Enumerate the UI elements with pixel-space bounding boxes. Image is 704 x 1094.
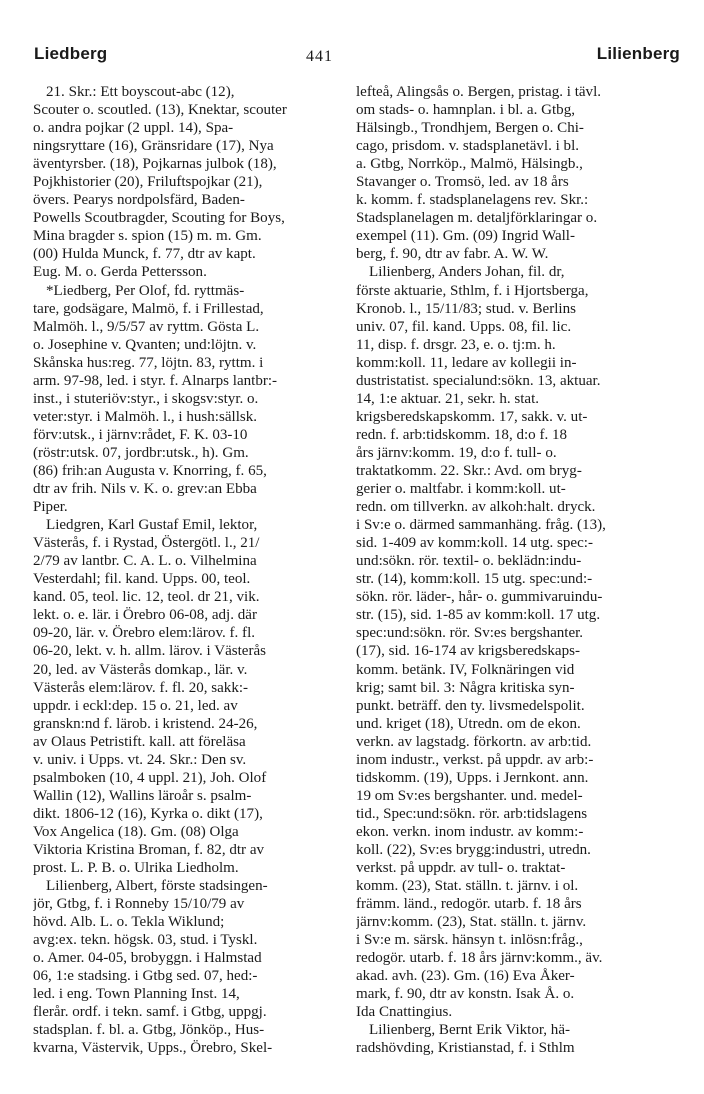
text-line: Vox Angelica (18). Gm. (08) Olga [33,823,239,840]
text-line: Powells Scoutbragder, Scouting for Boys, [33,210,285,227]
text-line: und:sökn. rör. textil- o. beklädn:indu- [356,553,582,570]
text-line: univ. 07, fil. kand. Upps. 08, fil. lic. [356,318,572,335]
text-line: k. komm. f. stadsplanelagens rev. Skr.: [356,192,589,209]
text-line: komm. (23), Stat. ställn. t. järnv. i ol. [356,878,579,895]
text-line: traktatkomm. 22. Skr.: Avd. om bryg- [356,462,582,479]
text-line: Pojkhistorier (20), Friluftspojkar (21), [33,174,263,191]
text-line: mark, f. 90, dtr av konstn. Isak Å. o. [356,986,575,1003]
text-line: o. Josephine v. Qvanten; und:löjtn. v. [33,336,257,353]
text-line: avg:ex. tekn. högsk. 03, stud. i Tyskl. [33,932,258,949]
text-line: redogör. utarb. f. 18 års järnv:komm., äv. [356,950,603,967]
text-line: Liedgren, Karl Gustaf Emil, lektor, [46,517,258,534]
text-line: flerår. ordf. i tekn. samf. i Gtbg, uppgj. [33,1004,267,1021]
text-line: 21. Skr.: Ett boyscout-abc (12), [46,84,235,100]
text-line: 06, 1:e stadsing. i Gtbg sed. 07, hed:- [33,968,258,985]
text-line: str. (14), komm:koll. 15 utg. spec:und:- [356,571,593,588]
text-line: äventyrsber. (18), Pojkarnas julbok (18), [33,156,277,173]
text-line: exempel (11). Gm. (09) Ingrid Wall- [356,228,575,245]
text-line: Västerås elem:lärov. f. fl. 20, sakk:- [33,679,249,696]
text-line: om stads- o. hamnplan. i bl. a. Gtbg, [356,102,575,119]
text-line: Viktoria Kristina Broman, f. 82, dtr av [33,841,265,858]
text-line: ningsryttare (16), Gränsridare (17), Nya [33,138,274,155]
text-line: o. andra pojkar (2 uppl. 14), Spa- [33,120,234,137]
text-line: berg, f. 90, dtr av fabr. A. W. W. [356,246,549,263]
text-line: akad. avh. (23). Gm. (16) Eva Åker- [356,968,575,985]
text-line: prost. L. P. B. o. Ulrika Liedholm. [33,860,239,877]
left-running-headword: Liedberg [34,44,108,63]
text-line: Kronob. l., 15/11/83; stud. v. Berlins [356,300,576,317]
text-line: inst., i stuteriöv:styr., i skogsv:styr. o. [33,390,259,407]
text-line: str. (15), sid. 1-85 av komm:koll. 17 utg. [356,607,601,624]
text-line: (00) Hulda Munck, f. 77, dtr av kapt. [33,246,256,263]
text-line: Piper. [33,499,68,516]
text-line: *Liedberg, Per Olof, fd. ryttmäs- [46,282,245,299]
text-line: radshövding, Kristianstad, f. i Sthlm [356,1040,575,1057]
page-header [34,44,680,68]
text-line: stadsplan. f. bl. a. Gtbg, Jönköp., Hus- [33,1022,265,1039]
text-line: Lilienberg, Albert, förste stadsingen- [46,878,268,895]
text-line: Ida Cnattingius. [356,1004,453,1021]
text-line: i Sv:e m. särsk. hänsyn t. inlösn:fråg., [356,932,583,949]
text-line: Eug. M. o. Gerda Pettersson. [33,264,207,281]
text-line: tare, godsägare, Malmö, f. i Frillestad, [33,300,264,317]
text-line: Lilienberg, Bernt Erik Viktor, hä- [369,1022,571,1039]
right-text-column [356,83,650,1058]
text-line: 14, 1:e aktuar. 21, sekr. h. stat. [356,390,540,407]
text-line: sid. 1-409 av komm:koll. 14 utg. spec:- [356,535,593,552]
text-line: uppdr. i eckl:dep. 15 o. 21, led. av [33,697,238,714]
text-line: Västerås, f. i Rystad, Östergötl. l., 21/ [33,535,260,552]
text-line: dikt. 1806-12 (16), Kyrka o. dikt (17), [33,805,263,822]
text-line: Hälsingb., Trondhjem, Bergen o. Chi- [356,120,584,137]
text-line: v. univ. i Upps. vt. 24. Skr.: Den sv. [33,751,247,768]
text-line: (röstr:utsk. 07, jordbr:utsk., h). Gm. [33,444,249,461]
text-line: Lilienberg, Anders Johan, fil. dr, [369,264,565,281]
text-line: Vesterdahl; fil. kand. Upps. 00, teol. [33,571,251,588]
text-line: tidskomm. (19), Upps. i Jernkont. ann. [356,769,589,786]
page-number: 441 [306,48,333,65]
text-line: jör, Gtbg, f. i Ronneby 15/10/79 av [33,896,245,913]
text-line: övers. Pearys nordpolsfärd, Baden- [33,192,245,209]
text-line: veter:styr. i Malmöh. l., i hush:sällsk. [33,408,258,425]
text-line: led. i eng. Town Planning Inst. 14, [33,986,240,1003]
text-line: psalmboken (10, 4 uppl. 21), Joh. Olof [33,769,267,786]
text-line: sökn. rör. läder-, hår- o. gummivaruindu- [356,589,603,606]
text-line: Stadsplanelagen m. detaljförklaringar o. [356,210,598,227]
text-line: förste aktuarie, Sthlm, f. i Hjortsberga, [356,282,589,299]
text-line: spec:und:sökn. rör. Sv:es bergshanter. [356,625,584,642]
text-line: koll. (22), Sv:es brygg:industri, utredn. [356,841,591,858]
text-line: dustristatist. specialund:sökn. 13, aktuar. [356,372,601,389]
text-line: verkn. av lagstadg. förkortn. av arb:tid. [356,733,592,750]
text-line: 11, disp. f. drsgr. 23, e. o. tj:m. h. [356,336,556,353]
left-text-column [33,83,327,1058]
text-line: redn. om tillverkn. av alkoh:halt. dryck. [356,499,596,516]
text-line: gerier o. maltfabr. i komm:koll. ut- [356,481,566,498]
text-line: inom industr., verkst. på uppdr. av arb:- [356,751,594,768]
text-line: krigsberedskapskomm. 17, sakk. v. ut- [356,408,588,425]
text-line: Malmöh. l., 9/5/57 av ryttm. Gösta L. [33,318,260,335]
text-line: krig; samt bil. 3: Några kritiska syn- [356,679,575,696]
text-line: 06-20, lekt. v. h. allm. lärov. i Västerås [33,643,267,660]
text-line: 09-20, lär. v. Örebro elem:lärov. f. fl. [33,625,256,642]
text-line: Mina bragder s. spion (15) m. m. Gm. [33,228,262,245]
text-line: arm. 97-98, led. i styr. f. Alnarps lantbr:- [33,372,278,389]
text-line: tid., Spec:und:sökn. rör. arb:tidslagens [356,805,588,822]
text-line: hövd. Alb. L. o. Tekla Wiklund; [33,914,225,931]
right-running-headword: Lilienberg [596,44,680,63]
text-line: 2/79 av lantbr. C. A. L. o. Vilhelmina [33,553,257,570]
text-line: granskn:nd f. lärob. i kristend. 24-26, [33,715,258,732]
text-line: 19 om Sv:es bergshanter. und. medel- [356,787,583,804]
text-line: Scouter o. scoutled. (13), Knektar, scouter [33,102,287,119]
text-line: (86) frih:an Augusta v. Knorring, f. 65, [33,462,267,479]
text-line: Stavanger o. Tromsö, led. av 18 års [356,174,569,191]
text-line: Wallin (12), Wallins läroår s. psalm- [33,787,252,804]
text-line: Skånska hus:reg. 77, löjtn. 83, ryttm. i [33,354,264,371]
text-line: cago, prisdom. v. stadsplanetävl. i bl. [356,138,580,155]
text-line: komm:koll. 11, ledare av kollegii in- [356,354,577,371]
text-line: ekon. verkn. inom industr. av komm:- [356,823,584,840]
text-line: lekt. o. e. lär. i Örebro 06-08, adj. där [33,607,257,624]
text-line: verkst. på uppdr. av tull- o. traktat- [356,860,566,877]
text-line: års järnv:komm. 19, d:o f. tull- o. [356,444,557,461]
text-line: dtr av frih. Nils v. K. o. grev:an Ebba [33,481,257,498]
text-line: 20, led. av Västerås domkap., lär. v. [33,661,248,678]
text-line: förv:utsk., i järnv:rådet, F. K. 03-10 [33,426,248,443]
text-line: främm. länd., redogör. utarb. f. 18 års [356,896,582,913]
text-line: redn. f. arb:tidskomm. 18, d:o f. 18 [356,426,568,443]
text-line: und. kriget (18), Utredn. om de ekon. [356,715,581,732]
text-line: i Sv:e o. därmed sammanhäng. fråg. (13), [356,517,606,534]
text-line: a. Gtbg, Norrköp., Malmö, Hälsingb., [356,156,583,173]
text-line: kand. 05, teol. lic. 12, teol. dr 21, vik. [33,589,260,606]
text-line: (17), sid. 16-174 av krigsberedskaps- [356,643,580,660]
text-line: punkt. beträff. den ty. livsmedelspolit. [356,697,585,714]
text-line: kvarna, Västervik, Upps., Örebro, Skel- [33,1040,273,1057]
text-line: av Olaus Petristift. kall. att föreläsa [33,733,246,750]
text-line: o. Amer. 04-05, brobyggn. i Halmstad [33,950,262,967]
text-line: komm. betänk. IV, Folknäringen vid [356,661,575,678]
text-line: lefteå, Alingsås o. Bergen, pristag. i tävl. [356,84,602,100]
text-line: järnv:komm. (23), Stat. ställn. t. järnv. [356,914,587,931]
